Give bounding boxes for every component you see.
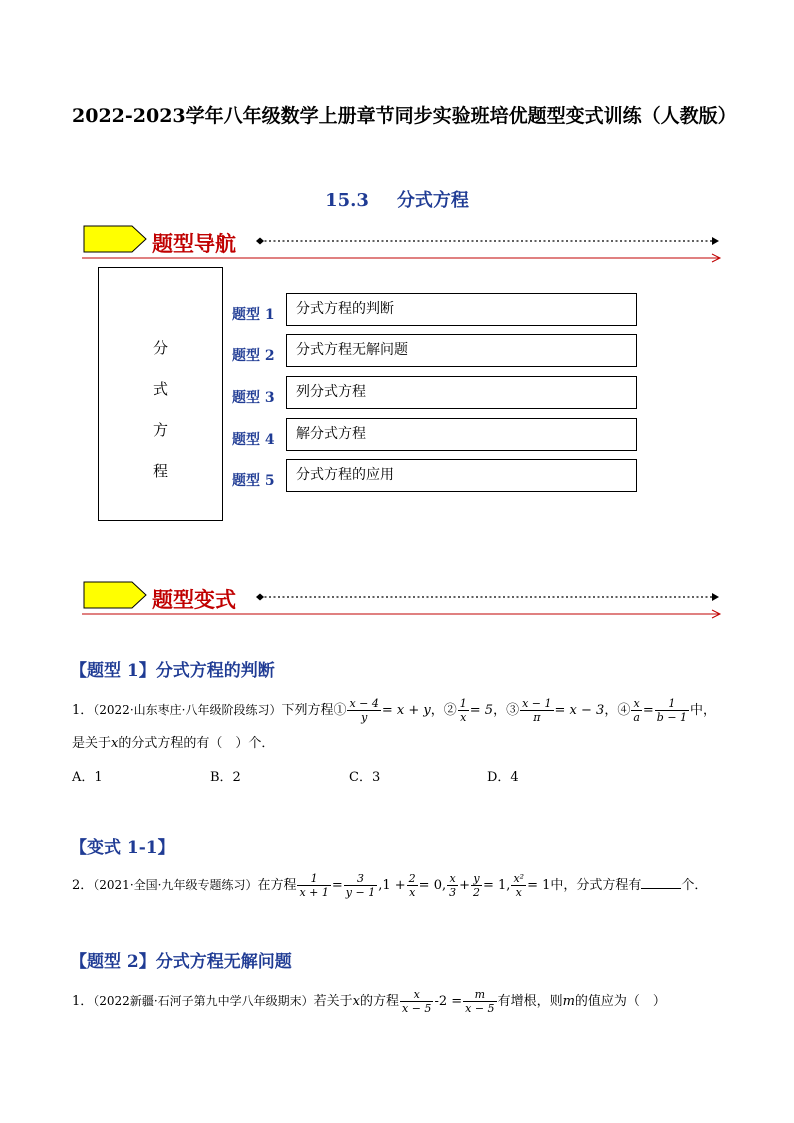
fraction: $\frac{1}{b - 1}$ bbox=[656, 697, 688, 724]
equation-text: + bbox=[459, 878, 471, 893]
arrowhead-icon bbox=[712, 593, 719, 601]
fraction: $\frac{x}{x - 5}$ bbox=[402, 988, 432, 1015]
section-name: 分式方程 bbox=[396, 190, 469, 211]
section-heading-1: 【题型 1】分式方程的判断 bbox=[70, 661, 275, 681]
fraction: $\frac{\text{x²}}{x}$ bbox=[513, 872, 525, 899]
nav-heading: 题型导航 bbox=[152, 231, 236, 256]
fraction: $\frac{1}{x + 1}$ bbox=[299, 872, 329, 899]
document-title: 2022-2023学年八年级数学上册章节同步实验班培优题型变式训练（人教版） bbox=[72, 105, 737, 127]
option-d[interactable]: D．4 bbox=[487, 770, 519, 785]
diamond-icon bbox=[256, 594, 264, 601]
circled-number: ，② bbox=[430, 703, 457, 718]
category-char: 式 bbox=[152, 380, 168, 398]
fraction: $\frac{3}{y - 1}$ bbox=[345, 872, 376, 899]
fraction: $\frac{x - 1}{\pi}$ bbox=[522, 697, 552, 724]
fraction: $\frac{y}{2}$ bbox=[473, 872, 481, 899]
question-text: 下列方程 bbox=[281, 703, 334, 718]
question-source: （2022新疆·石河子第九中学八年级期末） bbox=[93, 994, 314, 1008]
fraction: $\frac{x - 4}{y}$ bbox=[349, 697, 379, 724]
question-text: 的方程 bbox=[360, 994, 400, 1009]
question-3 bbox=[72, 988, 666, 1015]
question-text: 的值应为（ ） bbox=[574, 994, 666, 1009]
option-a[interactable]: A．1 bbox=[72, 770, 103, 785]
nav-tag-2: 题型 2 bbox=[232, 348, 275, 364]
question-text: 的分式方程的有（ ）个． bbox=[118, 736, 275, 751]
question-1 bbox=[72, 697, 716, 724]
question-text: 有增根，则 bbox=[497, 994, 563, 1009]
fraction: $\frac{1}{x}$ bbox=[459, 697, 467, 724]
arrowhead-icon bbox=[712, 237, 719, 245]
question-text: 在方程 bbox=[257, 878, 297, 893]
circled-number: ，③ bbox=[493, 703, 520, 718]
equation-text: = x − 3 bbox=[554, 703, 605, 718]
option-c[interactable]: C．3 bbox=[349, 770, 381, 785]
yellow-arrow-icon bbox=[84, 582, 146, 608]
category-char: 程 bbox=[152, 462, 168, 480]
equation-text: = 1, bbox=[483, 878, 511, 893]
question-text: 是关于 bbox=[72, 736, 112, 751]
answer-blank[interactable] bbox=[641, 876, 681, 889]
nav-item-2[interactable]: 分式方程无解问题 bbox=[286, 334, 637, 367]
question-text: 个． bbox=[681, 878, 708, 893]
question-text: 中， bbox=[690, 703, 717, 718]
fraction: $\frac{x}{3}$ bbox=[449, 872, 457, 899]
circled-number: ，④ bbox=[604, 703, 631, 718]
section-heading-2: 【变式 1-1】 bbox=[70, 838, 175, 858]
nav-tag-4: 题型 4 bbox=[232, 432, 275, 448]
nav-item-5[interactable]: 分式方程的应用 bbox=[286, 459, 637, 492]
fraction: $\frac{m}{x - 5}$ bbox=[465, 988, 495, 1015]
equation-text: = 1 bbox=[527, 878, 551, 893]
equation-text: = bbox=[642, 703, 654, 718]
question-number: 1． bbox=[72, 994, 94, 1009]
equation-text: = x + y bbox=[381, 703, 431, 718]
category-char: 方 bbox=[152, 421, 168, 439]
question-number: 1． bbox=[72, 703, 94, 718]
question-1-line-2 bbox=[72, 733, 274, 755]
nav-item-4[interactable]: 解分式方程 bbox=[286, 418, 637, 451]
section-number: 15.3 bbox=[325, 190, 369, 211]
nav-item-1[interactable]: 分式方程的判断 bbox=[286, 293, 637, 326]
variable: x bbox=[111, 736, 119, 751]
question-2 bbox=[72, 872, 707, 899]
fraction: $\frac{x}{a}$ bbox=[633, 697, 640, 724]
nav-tag-5: 题型 5 bbox=[232, 473, 275, 489]
variable: x bbox=[352, 994, 360, 1009]
fraction: $\frac{2}{x}$ bbox=[408, 872, 416, 899]
variable: m bbox=[562, 994, 575, 1009]
equation-text: = bbox=[331, 878, 343, 893]
variant-heading: 题型变式 bbox=[152, 587, 236, 612]
nav-tag-1: 题型 1 bbox=[232, 307, 275, 323]
category-char: 分 bbox=[152, 339, 168, 357]
question-source: （2022·山东枣庄·八年级阶段练习） bbox=[93, 703, 282, 717]
equation-text: ,1 + bbox=[378, 878, 406, 893]
question-text: 中，分式方程有 bbox=[550, 878, 642, 893]
diamond-icon bbox=[256, 238, 264, 245]
nav-tag-3: 题型 3 bbox=[232, 390, 275, 406]
circled-number: ① bbox=[333, 703, 347, 718]
question-source: （2021·全国·九年级专题练习） bbox=[93, 878, 258, 892]
option-b[interactable]: B．2 bbox=[210, 770, 241, 785]
nav-item-3[interactable]: 列分式方程 bbox=[286, 376, 637, 409]
equation-text: = 5 bbox=[469, 703, 494, 718]
question-number: 2． bbox=[72, 878, 94, 893]
section-heading-3: 【题型 2】分式方程无解问题 bbox=[70, 952, 292, 972]
equation-text: = 0, bbox=[418, 878, 447, 893]
equation-text: -2 = bbox=[434, 994, 463, 1009]
section-title bbox=[0, 186, 794, 212]
yellow-arrow-icon bbox=[84, 226, 146, 252]
question-text: 若关于 bbox=[313, 994, 353, 1009]
